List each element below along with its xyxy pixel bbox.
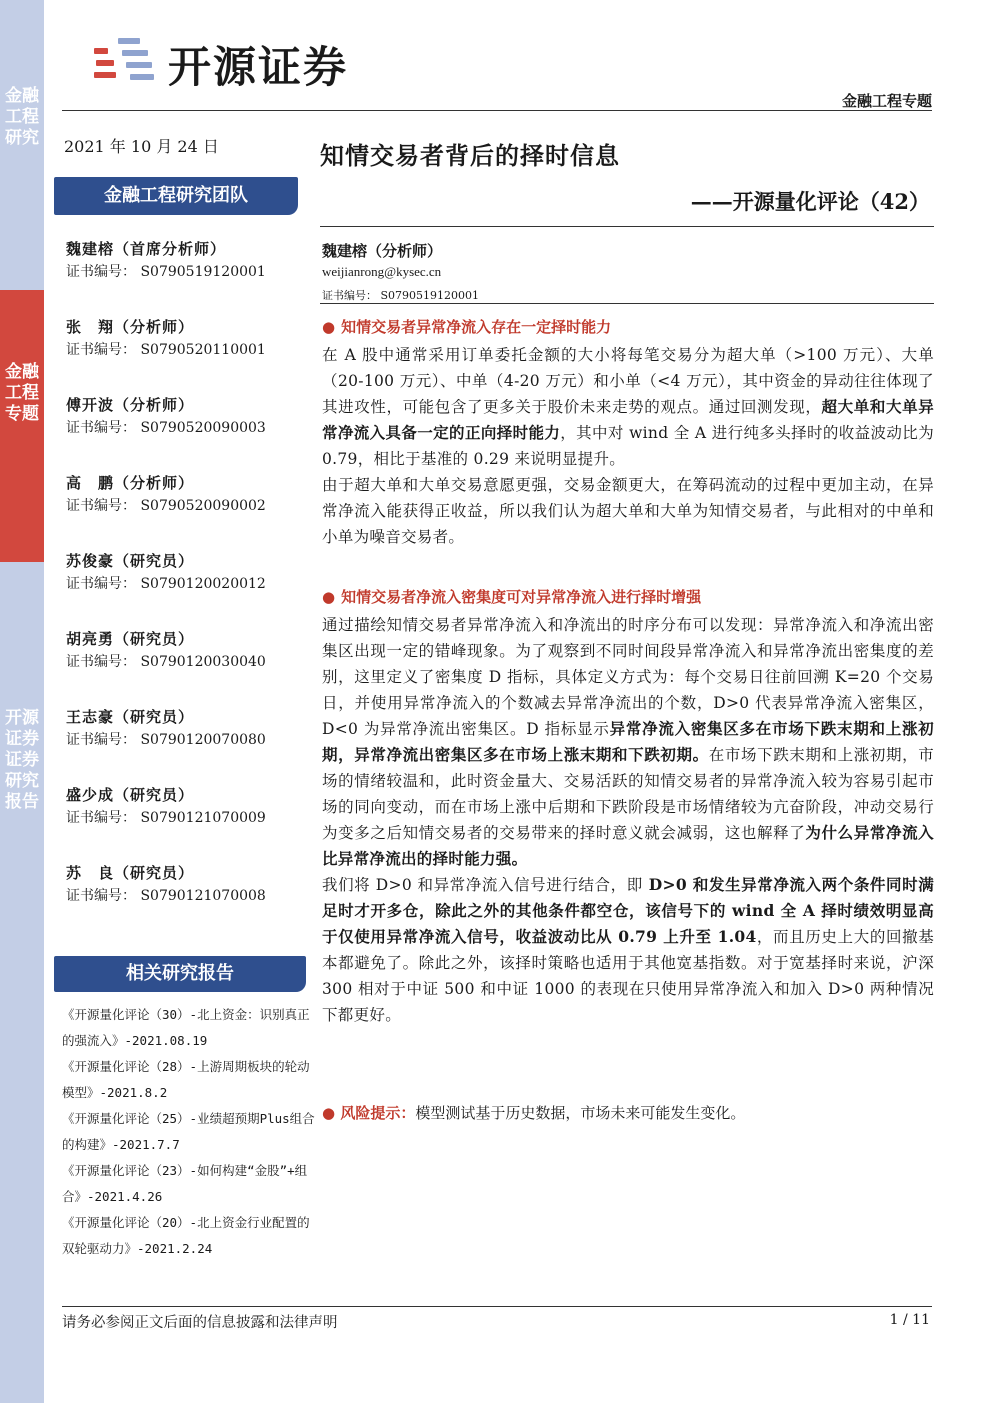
sidebar-bottom-block (0, 562, 44, 1403)
sidebar-top-text: 金融工程研究 (5, 86, 39, 148)
bullet-icon: ● (322, 588, 336, 606)
sidebar-top-block (0, 0, 44, 290)
footer-disclaimer: 请务必参阅正文后面的信息披露和法律声明 (62, 1315, 338, 1331)
sidebar-mid-block (0, 290, 44, 562)
analyst-list (66, 236, 306, 938)
paragraph-highlight: 异常净流入密集区多在市场下跌末期和上涨初期，异常净流出密集区多在市场上涨末期和下跌初期。 (322, 719, 934, 764)
author-name: 魏建榕（分析师） (322, 242, 443, 260)
analyst-cert: 证书编号： S0790121070008 (66, 888, 266, 904)
analyst-item (66, 236, 306, 314)
analyst-cert: 证书编号： S0790120030040 (66, 654, 266, 670)
analyst-item (66, 626, 306, 704)
report-subtitle: ——开源量化评论（42） (690, 189, 930, 214)
risk-warning (322, 1102, 745, 1123)
report-category-label: 金融工程专题 (841, 92, 932, 110)
analyst-name: 魏建榕（首席分析师） (66, 240, 227, 258)
analyst-item (66, 704, 306, 782)
bullet-icon: ● (322, 1104, 341, 1122)
analyst-name: 胡亮勇（研究员） (66, 630, 195, 648)
section-paragraph (322, 612, 934, 872)
paragraph-text: ，而且历史上大的回撤基本都避免了。除此之外，该择时策略也适用于其他宽基指数。对于宽基择时来说，沪深 300 相对于中证 500 和中证 1000 的表现在只使用异常净流入和加入 D>0 两种情况下都更好。 (322, 928, 934, 1024)
analyst-item (66, 782, 306, 860)
risk-text: 模型测试基于历史数据，市场未来可能发生变化。 (415, 1104, 746, 1122)
analyst-name: 傅开波（分析师） (66, 396, 195, 414)
analyst-cert: 证书编号： S0790520110001 (66, 342, 266, 358)
analyst-cert: 证书编号： S0790121070009 (66, 810, 266, 826)
analyst-name: 王志豪（研究员） (66, 708, 195, 726)
paragraph-text: ，其中对 wind 全 A 进行纯多头择时的收益波动比为 0.79，相比于基准的 0.29 来说明显提升。 (322, 424, 934, 468)
paragraph-text: 通过描绘知情交易者异常净流入和净流出的时序分布可以发现：异常净流入和净流出密集区出现一定的错峰现象。为了观察到不同时间段异常净流入和异常净流出密集度的差别，这里定义了密集度 D 指标，具体定义方式为：每个交易日往前回溯 K=20 个交易日，并使用异常净流入的个数减去异常净流出的个数，D>0 代表异常净流入密集区，D<0 为异常净流出密集区。D 指标显示 (322, 616, 934, 738)
analyst-cert: 证书编号： S0790520090002 (66, 498, 266, 514)
paragraph-text: 我们将 D>0 和异常净流入信号进行结合，即 (322, 876, 643, 894)
section-paragraph (322, 342, 934, 472)
bullet-icon: ● (322, 318, 336, 336)
related-report-link[interactable]: 《开源量化评论（28）-上游周期板块的轮动模型》-2021.8.2 (62, 1059, 310, 1100)
analyst-name: 盛少成（研究员） (66, 786, 195, 804)
sidebar-mid-text: 金融工程专题 (5, 362, 39, 424)
report-date: 2021 年 10 月 24 日 (64, 137, 219, 156)
related-report-link[interactable]: 《开源量化评论（23）-如何构建“金股”+组合》-2021.4.26 (62, 1163, 308, 1204)
related-reports-list (62, 1002, 320, 1262)
related-report-link[interactable]: 《开源量化评论（25）-业绩超预期Plus组合的构建》-2021.7.7 (62, 1111, 315, 1152)
section-heading (322, 582, 934, 612)
paragraph-text: 在市场下跌末期和上涨初期，市场的情绪较温和，此时资金量大、交易活跃的知情交易者的异常净流入较为容易引起市场的同向变动，而在市场上涨中后期和下跌阶段是市场情绪较为亢奋阶段，冲动交易行为变多之后知情交易者的交易带来的择时意义就会减弱，这也解释了 (322, 746, 935, 842)
related-reports-header: 相关研究报告 (54, 956, 306, 992)
left-sidebar (0, 0, 44, 1403)
related-report-link[interactable]: 《开源量化评论（30）-北上资金：识别真正的强流入》-2021.08.19 (62, 1007, 310, 1048)
paragraph-highlight: 超大单和大单异常净流入具备一定的正向择时能力 (322, 397, 934, 442)
analyst-cert: 证书编号： S0790120020012 (66, 576, 266, 592)
summary-section-2 (322, 582, 934, 1028)
section-paragraph (322, 472, 934, 550)
header-rule (62, 110, 932, 111)
analyst-cert: 证书编号： S0790519120001 (66, 264, 266, 280)
author-cert: 证书编号： S0790519120001 (322, 289, 480, 302)
analyst-item (66, 392, 306, 470)
analyst-item (66, 314, 306, 392)
paragraph-text: 由于超大单和大单交易意愿更强，交易金额更大，在筹码流动的过程中更加主动，在异常净流入能获得正收益，所以我们认为超大单和大单为知情交易者，与此相对的中单和小单为噪音交易者。 (322, 476, 934, 546)
paragraph-highlight: D>0 和发生异常净流入两个条件同时满足时才开多仓，除此之外的其他条件都空仓，该信号下的 wind 全 A 择时绩效明显高于仅使用异常净流入信号，收益波动比从 0.79 上升至 1.04 (322, 875, 934, 946)
analyst-name: 苏俊豪（研究员） (66, 552, 195, 570)
logo-text: 开源证券 (168, 43, 348, 93)
author-rule (320, 303, 934, 304)
analyst-name: 苏 良（研究员） (66, 864, 195, 882)
analyst-cert: 证书编号： S0790520090003 (66, 420, 266, 436)
related-report-link[interactable]: 《开源量化评论（20）-北上资金行业配置的双轮驱动力》-2021.2.24 (62, 1215, 310, 1256)
section-heading-text: 知情交易者异常净流入存在一定择时能力 (341, 318, 612, 336)
title-rule (320, 226, 934, 227)
summary-section-1 (322, 312, 934, 550)
analyst-cert: 证书编号： S0790120070080 (66, 732, 266, 748)
analyst-name: 张 翔（分析师） (66, 318, 195, 336)
analyst-item (66, 470, 306, 548)
team-header: 金融工程研究团队 (54, 177, 298, 215)
paragraph-text: 在 A 股中通常采用订单委托金额的大小将每笔交易分为超大单（>100 万元）、大单（20-100 万元）、中单（4-20 万元）和小单（<4 万元），其中资金的异动往往体现了其进攻性，可能包含了更多关于股价未来走势的观点。通过回测发现， (322, 346, 934, 416)
logo-mark-icon (92, 30, 160, 86)
author-email[interactable]: weijianrong@kysec.cn (322, 264, 442, 279)
page-number: 1 / 11 (889, 1312, 930, 1328)
sidebar-bottom-text: 开源证券 证券研究报告 (5, 708, 39, 812)
paragraph-highlight: 为什么异常净流入比异常净流出的择时能力强。 (322, 823, 934, 868)
section-heading-text: 知情交易者净流入密集度可对异常净流入进行择时增强 (341, 588, 702, 606)
section-paragraph (322, 872, 934, 1028)
risk-label: 风险提示： (340, 1104, 416, 1122)
section-heading (322, 312, 934, 342)
footer-rule (62, 1306, 932, 1307)
analyst-item (66, 548, 306, 626)
analyst-name: 高 鹏（分析师） (66, 474, 195, 492)
report-title: 知情交易者背后的择时信息 (320, 141, 620, 170)
analyst-item (66, 860, 306, 938)
